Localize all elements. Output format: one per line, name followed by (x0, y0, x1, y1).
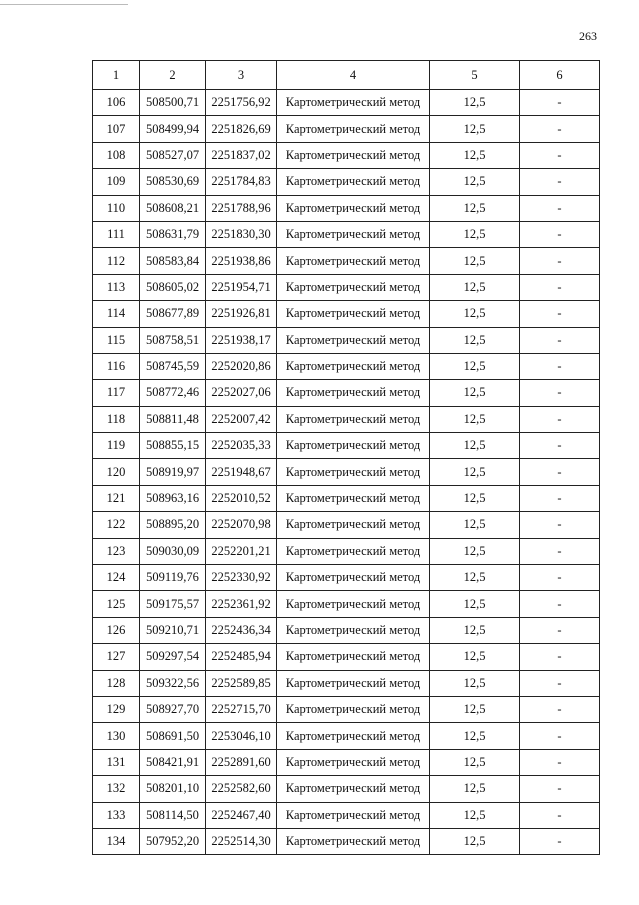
method-cell: Картометрический метод (277, 195, 430, 221)
note-cell: - (520, 670, 600, 696)
y-coordinate-cell: 2252035,33 (206, 433, 277, 459)
x-coordinate-cell: 508691,50 (140, 723, 206, 749)
y-coordinate-cell: 2251784,83 (206, 169, 277, 195)
accuracy-cell: 12,5 (430, 723, 520, 749)
note-cell: - (520, 591, 600, 617)
x-coordinate-cell: 509119,76 (140, 565, 206, 591)
top-rule (0, 4, 128, 5)
x-coordinate-cell: 509322,56 (140, 670, 206, 696)
note-cell: - (520, 90, 600, 116)
table-row (93, 591, 600, 617)
accuracy-cell: 12,5 (430, 169, 520, 195)
table-row (93, 195, 600, 221)
point-number-cell: 106 (93, 90, 140, 116)
point-number-cell: 118 (93, 406, 140, 432)
table-row (93, 116, 600, 142)
point-number-cell: 126 (93, 617, 140, 643)
point-number-cell: 130 (93, 723, 140, 749)
point-number-cell: 114 (93, 301, 140, 327)
point-number-cell: 133 (93, 802, 140, 828)
y-coordinate-cell: 2252330,92 (206, 565, 277, 591)
method-cell: Картометрический метод (277, 749, 430, 775)
accuracy-cell: 12,5 (430, 327, 520, 353)
point-number-cell: 109 (93, 169, 140, 195)
y-coordinate-cell: 2252436,34 (206, 617, 277, 643)
page-number: 263 (579, 29, 597, 43)
table-row (93, 353, 600, 379)
point-number-cell: 124 (93, 565, 140, 591)
x-coordinate-cell: 508772,46 (140, 380, 206, 406)
y-coordinate-cell: 2252027,06 (206, 380, 277, 406)
accuracy-cell: 12,5 (430, 512, 520, 538)
x-coordinate-cell: 508631,79 (140, 221, 206, 247)
y-coordinate-cell: 2252589,85 (206, 670, 277, 696)
x-coordinate-cell: 508677,89 (140, 301, 206, 327)
accuracy-cell: 12,5 (430, 116, 520, 142)
accuracy-cell: 12,5 (430, 485, 520, 511)
method-cell: Картометрический метод (277, 670, 430, 696)
accuracy-cell: 12,5 (430, 565, 520, 591)
x-coordinate-cell: 509210,71 (140, 617, 206, 643)
method-cell: Картометрический метод (277, 274, 430, 300)
y-coordinate-cell: 2252514,30 (206, 828, 277, 854)
x-coordinate-cell: 507952,20 (140, 828, 206, 854)
x-coordinate-cell: 508421,91 (140, 749, 206, 775)
y-coordinate-cell: 2252020,86 (206, 353, 277, 379)
header-cell-6: 6 (520, 61, 600, 90)
note-cell: - (520, 248, 600, 274)
x-coordinate-cell: 508811,48 (140, 406, 206, 432)
header-cell-4: 4 (277, 61, 430, 90)
note-cell: - (520, 749, 600, 775)
point-number-cell: 111 (93, 221, 140, 247)
accuracy-cell: 12,5 (430, 274, 520, 300)
method-cell: Картометрический метод (277, 169, 430, 195)
point-number-cell: 120 (93, 459, 140, 485)
note-cell: - (520, 459, 600, 485)
accuracy-cell: 12,5 (430, 90, 520, 116)
method-cell: Картометрический метод (277, 591, 430, 617)
accuracy-cell: 12,5 (430, 380, 520, 406)
point-number-cell: 128 (93, 670, 140, 696)
note-cell: - (520, 828, 600, 854)
table-row (93, 723, 600, 749)
x-coordinate-cell: 508855,15 (140, 433, 206, 459)
note-cell: - (520, 169, 600, 195)
point-number-cell: 134 (93, 828, 140, 854)
table-row (93, 776, 600, 802)
table-row (93, 670, 600, 696)
x-coordinate-cell: 508605,02 (140, 274, 206, 300)
accuracy-cell: 12,5 (430, 221, 520, 247)
table-row (93, 512, 600, 538)
x-coordinate-cell: 508963,16 (140, 485, 206, 511)
point-number-cell: 132 (93, 776, 140, 802)
method-cell: Картометрический метод (277, 301, 430, 327)
accuracy-cell: 12,5 (430, 195, 520, 221)
x-coordinate-cell: 508895,20 (140, 512, 206, 538)
point-number-cell: 129 (93, 696, 140, 722)
table-row (93, 301, 600, 327)
method-cell: Картометрический метод (277, 433, 430, 459)
table-row (93, 274, 600, 300)
x-coordinate-cell: 509297,54 (140, 644, 206, 670)
x-coordinate-cell: 508530,69 (140, 169, 206, 195)
y-coordinate-cell: 2252891,60 (206, 749, 277, 775)
note-cell: - (520, 723, 600, 749)
x-coordinate-cell: 508114,50 (140, 802, 206, 828)
method-cell: Картометрический метод (277, 512, 430, 538)
table-row (93, 538, 600, 564)
point-number-cell: 119 (93, 433, 140, 459)
y-coordinate-cell: 2252582,60 (206, 776, 277, 802)
note-cell: - (520, 538, 600, 564)
table-body (93, 90, 600, 855)
note-cell: - (520, 327, 600, 353)
note-cell: - (520, 644, 600, 670)
method-cell: Картометрический метод (277, 327, 430, 353)
y-coordinate-cell: 2252361,92 (206, 591, 277, 617)
x-coordinate-cell: 508927,70 (140, 696, 206, 722)
y-coordinate-cell: 2251926,81 (206, 301, 277, 327)
accuracy-cell: 12,5 (430, 142, 520, 168)
method-cell: Картометрический метод (277, 142, 430, 168)
note-cell: - (520, 142, 600, 168)
note-cell: - (520, 696, 600, 722)
x-coordinate-cell: 508500,71 (140, 90, 206, 116)
note-cell: - (520, 195, 600, 221)
y-coordinate-cell: 2252467,40 (206, 802, 277, 828)
accuracy-cell: 12,5 (430, 591, 520, 617)
table-row (93, 433, 600, 459)
note-cell: - (520, 274, 600, 300)
method-cell: Картометрический метод (277, 406, 430, 432)
note-cell: - (520, 485, 600, 511)
table-row (93, 644, 600, 670)
header-cell-5: 5 (430, 61, 520, 90)
point-number-cell: 122 (93, 512, 140, 538)
method-cell: Картометрический метод (277, 538, 430, 564)
table-row (93, 828, 600, 854)
point-number-cell: 107 (93, 116, 140, 142)
accuracy-cell: 12,5 (430, 802, 520, 828)
y-coordinate-cell: 2251788,96 (206, 195, 277, 221)
y-coordinate-cell: 2251938,86 (206, 248, 277, 274)
method-cell: Картометрический метод (277, 723, 430, 749)
x-coordinate-cell: 508758,51 (140, 327, 206, 353)
table-header (93, 61, 600, 90)
note-cell: - (520, 512, 600, 538)
coordinates-table (92, 60, 600, 855)
method-cell: Картометрический метод (277, 221, 430, 247)
x-coordinate-cell: 509030,09 (140, 538, 206, 564)
note-cell: - (520, 565, 600, 591)
y-coordinate-cell: 2251830,30 (206, 221, 277, 247)
accuracy-cell: 12,5 (430, 749, 520, 775)
accuracy-cell: 12,5 (430, 538, 520, 564)
method-cell: Картометрический метод (277, 116, 430, 142)
point-number-cell: 115 (93, 327, 140, 353)
table-row (93, 327, 600, 353)
method-cell: Картометрический метод (277, 828, 430, 854)
table-row (93, 696, 600, 722)
y-coordinate-cell: 2252070,98 (206, 512, 277, 538)
method-cell: Картометрический метод (277, 644, 430, 670)
point-number-cell: 123 (93, 538, 140, 564)
y-coordinate-cell: 2251948,67 (206, 459, 277, 485)
y-coordinate-cell: 2251756,92 (206, 90, 277, 116)
method-cell: Картометрический метод (277, 459, 430, 485)
x-coordinate-cell: 508201,10 (140, 776, 206, 802)
note-cell: - (520, 116, 600, 142)
note-cell: - (520, 380, 600, 406)
header-row (93, 61, 600, 90)
x-coordinate-cell: 508583,84 (140, 248, 206, 274)
note-cell: - (520, 776, 600, 802)
header-cell-1: 1 (93, 61, 140, 90)
accuracy-cell: 12,5 (430, 828, 520, 854)
method-cell: Картометрический метод (277, 802, 430, 828)
x-coordinate-cell: 508499,94 (140, 116, 206, 142)
table-row (93, 749, 600, 775)
method-cell: Картометрический метод (277, 776, 430, 802)
note-cell: - (520, 406, 600, 432)
accuracy-cell: 12,5 (430, 776, 520, 802)
point-number-cell: 108 (93, 142, 140, 168)
note-cell: - (520, 433, 600, 459)
point-number-cell: 127 (93, 644, 140, 670)
x-coordinate-cell: 508919,97 (140, 459, 206, 485)
point-number-cell: 125 (93, 591, 140, 617)
method-cell: Картометрический метод (277, 380, 430, 406)
note-cell: - (520, 617, 600, 643)
y-coordinate-cell: 2252007,42 (206, 406, 277, 432)
note-cell: - (520, 301, 600, 327)
x-coordinate-cell: 509175,57 (140, 591, 206, 617)
note-cell: - (520, 802, 600, 828)
point-number-cell: 121 (93, 485, 140, 511)
y-coordinate-cell: 2251826,69 (206, 116, 277, 142)
note-cell: - (520, 221, 600, 247)
accuracy-cell: 12,5 (430, 670, 520, 696)
point-number-cell: 131 (93, 749, 140, 775)
method-cell: Картометрический метод (277, 248, 430, 274)
table-row (93, 90, 600, 116)
x-coordinate-cell: 508527,07 (140, 142, 206, 168)
note-cell: - (520, 353, 600, 379)
y-coordinate-cell: 2252715,70 (206, 696, 277, 722)
x-coordinate-cell: 508608,21 (140, 195, 206, 221)
table-row (93, 617, 600, 643)
method-cell: Картометрический метод (277, 696, 430, 722)
method-cell: Картометрический метод (277, 90, 430, 116)
table-row (93, 485, 600, 511)
accuracy-cell: 12,5 (430, 696, 520, 722)
y-coordinate-cell: 2251837,02 (206, 142, 277, 168)
table-row (93, 459, 600, 485)
y-coordinate-cell: 2252010,52 (206, 485, 277, 511)
accuracy-cell: 12,5 (430, 617, 520, 643)
table-row (93, 380, 600, 406)
header-cell-2: 2 (140, 61, 206, 90)
x-coordinate-cell: 508745,59 (140, 353, 206, 379)
table-row (93, 406, 600, 432)
point-number-cell: 112 (93, 248, 140, 274)
table-row (93, 221, 600, 247)
point-number-cell: 113 (93, 274, 140, 300)
accuracy-cell: 12,5 (430, 433, 520, 459)
y-coordinate-cell: 2252201,21 (206, 538, 277, 564)
accuracy-cell: 12,5 (430, 301, 520, 327)
accuracy-cell: 12,5 (430, 644, 520, 670)
accuracy-cell: 12,5 (430, 459, 520, 485)
table-row (93, 565, 600, 591)
table-row (93, 248, 600, 274)
y-coordinate-cell: 2251938,17 (206, 327, 277, 353)
method-cell: Картометрический метод (277, 485, 430, 511)
method-cell: Картометрический метод (277, 617, 430, 643)
y-coordinate-cell: 2251954,71 (206, 274, 277, 300)
point-number-cell: 110 (93, 195, 140, 221)
method-cell: Картометрический метод (277, 565, 430, 591)
y-coordinate-cell: 2252485,94 (206, 644, 277, 670)
header-cell-3: 3 (206, 61, 277, 90)
accuracy-cell: 12,5 (430, 353, 520, 379)
point-number-cell: 116 (93, 353, 140, 379)
point-number-cell: 117 (93, 380, 140, 406)
table-row (93, 169, 600, 195)
y-coordinate-cell: 2253046,10 (206, 723, 277, 749)
accuracy-cell: 12,5 (430, 248, 520, 274)
accuracy-cell: 12,5 (430, 406, 520, 432)
method-cell: Картометрический метод (277, 353, 430, 379)
table-row (93, 802, 600, 828)
table-row (93, 142, 600, 168)
